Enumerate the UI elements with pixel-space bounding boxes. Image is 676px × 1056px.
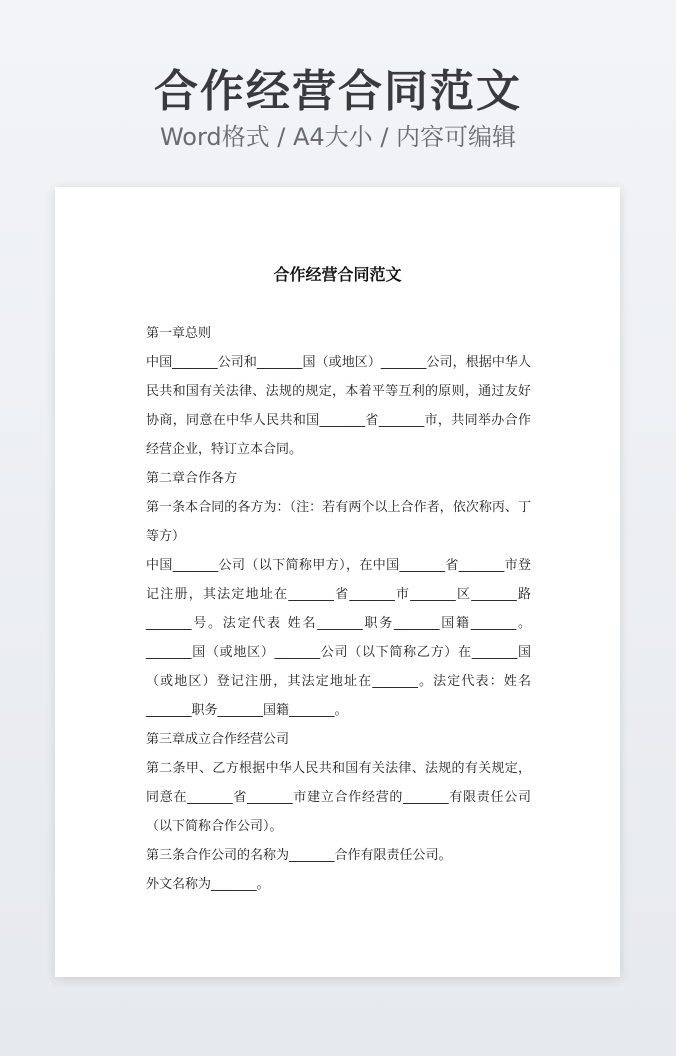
document-body <box>146 319 531 899</box>
paragraph: 第二条甲、乙方根据中华人民共和国有关法律、法规的有关规定，同意在_______省_______市建立合作经营的_______有限责任公司（以下简称合作公司）。 <box>146 761 531 834</box>
chapter-heading: 第一章总则 <box>146 326 212 341</box>
document-title: 合作经营合同范文 <box>273 265 402 284</box>
paragraph: 中国_______公司（以下简称甲方），在中国_______省_______市登记注册，其法定地址在_______省_______市_______区_______路_______号。法定代表 姓名_______职务_______国籍_______。_______国（或地区）_______公司（以下简称乙方）在_______国（或地区）登记注册，其法定地址在_______。法定代表：姓名_______职务_______国籍_______。 <box>146 558 531 718</box>
paragraph: 第三条合作公司的名称为_______合作有限责任公司。 <box>146 848 452 863</box>
paragraph: 外文名称为_______。 <box>146 877 270 892</box>
page-subtitle: Word格式 / A4大小 / 内容可编辑 <box>159 123 517 151</box>
paragraph: 中国_______公司和_______国（或地区）_______公司，根据中华人民共和国有关法律、法规的规定，本着平等互利的原则，通过友好协商，同意在中华人民共和国_______省_______市，共同举办合作经营企业，特订立本合同。 <box>146 355 531 457</box>
chapter-heading: 第二章合作各方 <box>146 471 238 486</box>
document-page <box>55 187 620 977</box>
paragraph: 第一条本合同的各方为：（注：若有两个以上合作者，依次称丙、丁等方） <box>146 500 531 544</box>
chapter-heading: 第三章成立合作经营公司 <box>146 732 290 747</box>
page-title: 合作经营合同范文 <box>154 66 522 117</box>
